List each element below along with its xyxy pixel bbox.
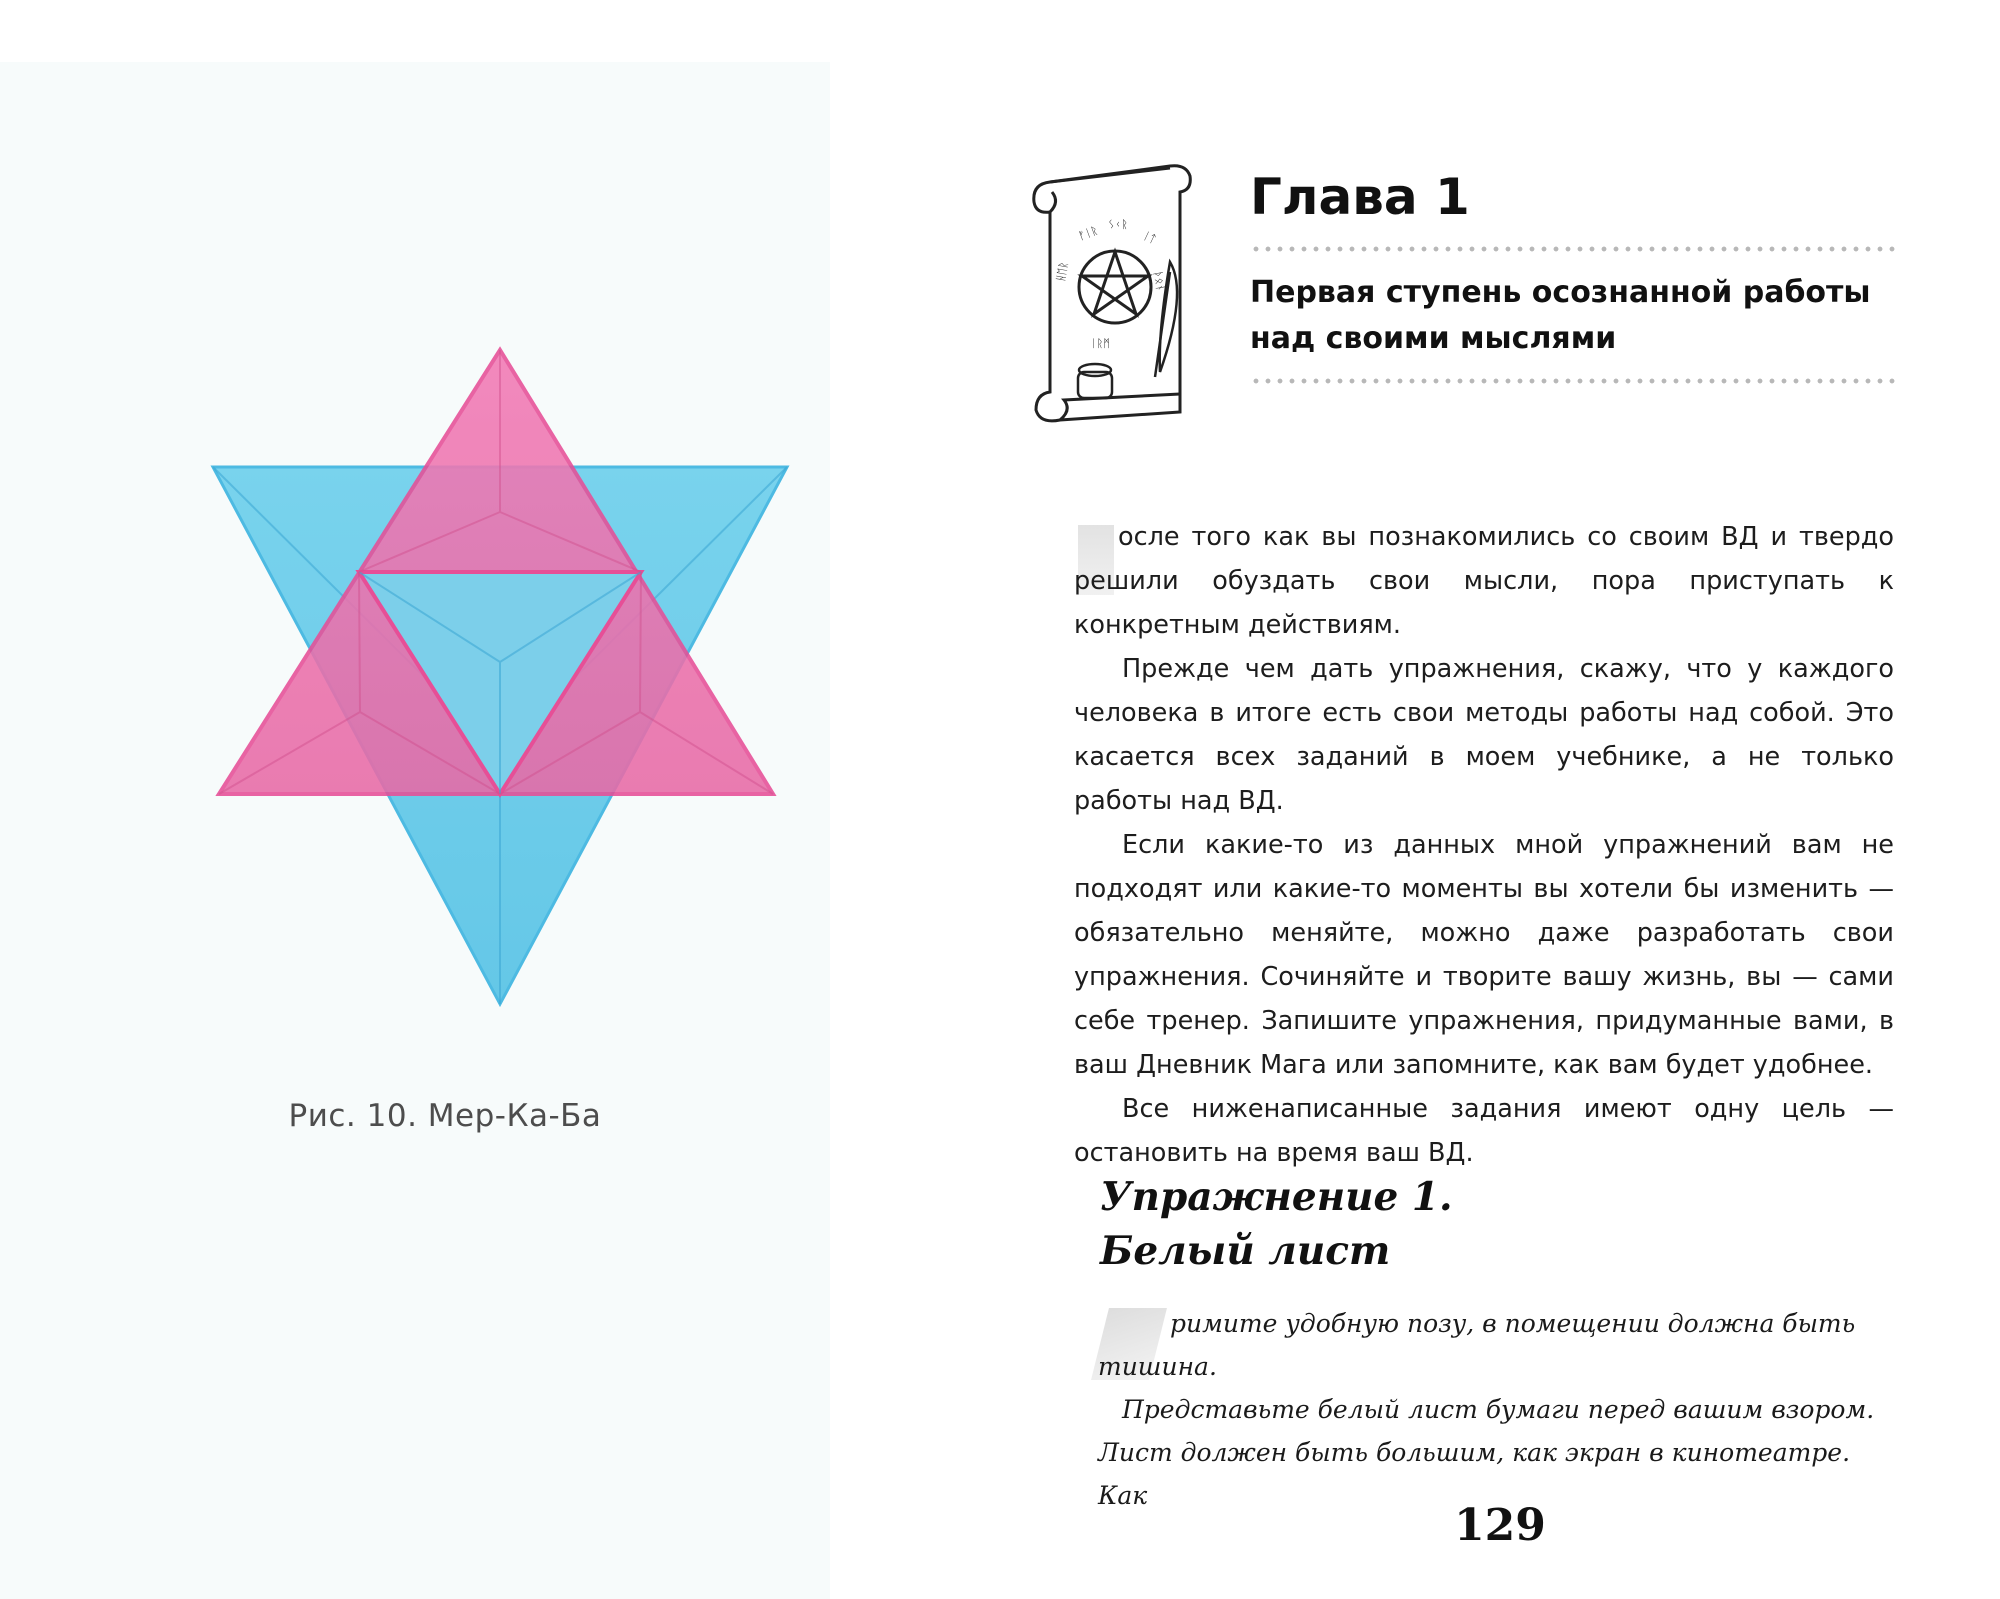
exercise-title-line: Белый лист bbox=[1100, 1228, 1391, 1274]
exercise-title bbox=[1100, 1170, 1600, 1278]
chapter-subtitle: Первая ступень осознанной работы над своими мыслями bbox=[1250, 275, 1871, 356]
exercise-paragraph: римите удобную позу, в помещении должна быть тишина. bbox=[1098, 1309, 1856, 1381]
svg-text:ᛁᛏ: ᛁᛏ bbox=[1140, 228, 1159, 247]
svg-text:ᚠᛁᚱ: ᚠᛁᚱ bbox=[1076, 223, 1100, 243]
merkaba-figure bbox=[200, 332, 820, 1032]
dotted-divider-bottom bbox=[1250, 378, 1900, 384]
left-page bbox=[0, 62, 830, 1599]
exercise-title-line: Упражнение 1. bbox=[1100, 1174, 1453, 1220]
exercise-text bbox=[1098, 1302, 1894, 1517]
scroll-pentagram-quill-icon bbox=[1020, 162, 1198, 426]
figure-caption: Рис. 10. Мер-Ка-Ба bbox=[288, 1098, 602, 1134]
svg-text:ᚦᛟᚾ: ᚦᛟᚾ bbox=[1151, 270, 1168, 293]
page-number: 129 bbox=[1454, 1500, 1546, 1551]
chapter-body-text bbox=[1074, 515, 1894, 1175]
exercise-paragraph: Представьте белый лист бумаги перед вашим взором. Лист должен быть большим, как экран в кинотеатре. Как bbox=[1098, 1395, 1875, 1510]
svg-text:ᛁᚱᛗ: ᛁᚱᛗ bbox=[1090, 337, 1110, 350]
dotted-divider-top bbox=[1250, 246, 1900, 252]
paragraph: осле того как вы познакомились со своим ВД и твердо решили обуздать свои мысли, пора приступать к конкретным действиям. bbox=[1074, 522, 1894, 640]
paragraph: Все ниженаписанные задания имеют одну цель — остановить на время ваш ВД. bbox=[1074, 1094, 1894, 1168]
svg-text:ᚺᛖᚱ: ᚺᛖᚱ bbox=[1054, 260, 1071, 283]
paragraph: Прежде чем дать упражнения, скажу, что у каждого человека в итоге есть свои методы работы над собой. Это касается всех заданий в моем учебнике, а не только работы над ВД. bbox=[1074, 654, 1894, 816]
svg-text:ᛊᚲᚱ: ᛊᚲᚱ bbox=[1108, 218, 1128, 231]
left-page-top-margin bbox=[0, 0, 830, 62]
paragraph: Если какие-то из данных мной упражнений вам не подходят или какие-то моменты вы хотели бы изменить — обязательно меняйте, можно даже разработать свои упражнения. Сочиняйте и творите вашу жизнь, вы — сами себе тренер. Запишите упражнения, придуманные вами, в ваш Дневник Мага или запомните, как вам будет удобнее. bbox=[1074, 830, 1894, 1080]
chapter-title: Глава 1 bbox=[1250, 168, 1470, 226]
